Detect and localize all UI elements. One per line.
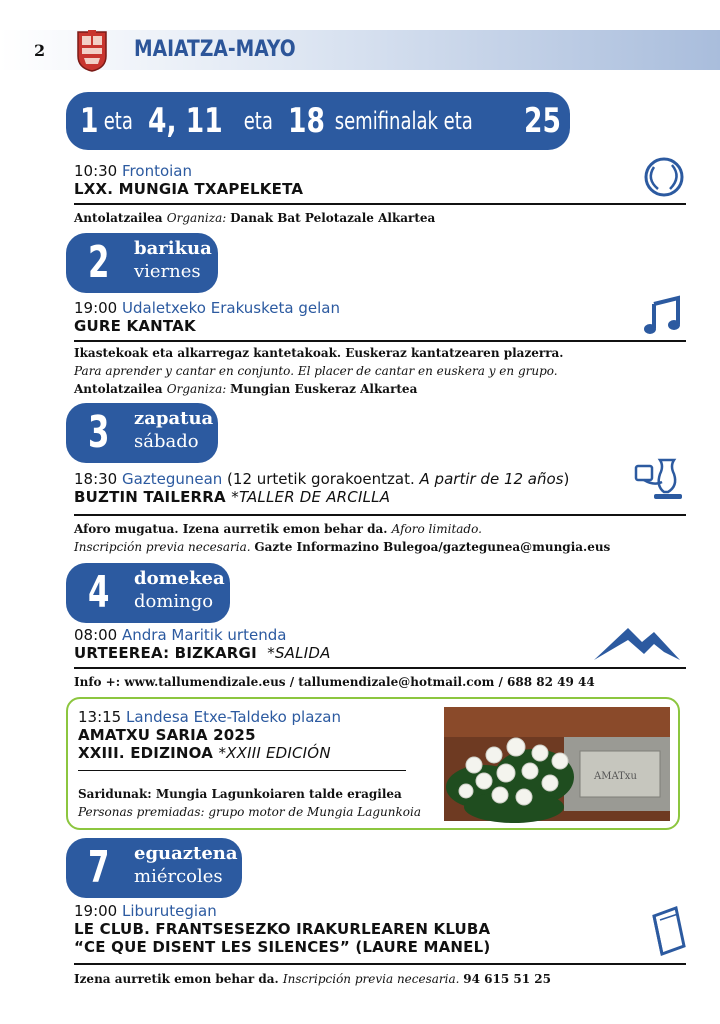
date-banner xyxy=(66,92,632,150)
event-title: URTEEREA: BIZKARGI *SALIDA xyxy=(74,644,331,662)
event-le-club xyxy=(74,902,490,956)
banner-date: 1 xyxy=(80,101,99,141)
flowers-photo xyxy=(444,707,670,821)
event-time: 10:30 xyxy=(74,162,118,180)
event-amatxu-saria xyxy=(78,708,341,762)
event-title: BUZTIN TAILERRA *TALLER DE ARCILLA xyxy=(74,488,391,506)
day-name-es: domingo xyxy=(134,591,214,612)
event-time: 19:00 xyxy=(74,902,118,920)
event-awardees: Saridunak: Mungia Lagunkoiaren talde eragilea Personas premiadas: grupo motor de Mungia Lagunkoia xyxy=(78,787,422,819)
day-name-eu: domekea xyxy=(134,568,225,589)
event-time: 19:00 xyxy=(74,299,118,317)
banner-date: 4, 11 xyxy=(147,101,223,141)
banner-date: 18 xyxy=(287,101,325,141)
event-title: LXX. MUNGIA TXAPELKETA xyxy=(74,180,304,198)
event-place: Frontoian xyxy=(122,162,192,180)
day-badge xyxy=(66,563,230,623)
banner-text: eta xyxy=(237,107,279,135)
coat-of-arms-icon xyxy=(76,30,108,72)
day-number: 2 xyxy=(88,237,110,288)
banner-text: eta xyxy=(97,107,139,135)
event-description: Aforo mugatua. Izena aurretik emon behar da. Aforo limitado. Inscripción previa necesaria. Gazte Informazino Bulegoa/gaztegunea@mungia.eus xyxy=(74,522,611,554)
event-contact-info: Info +: www.tallumendizale.eus / tallumendizale@hotmail.com / 688 82 49 44 xyxy=(74,675,595,689)
page-number: 2 xyxy=(34,41,46,60)
event-time: 08:00 xyxy=(74,626,118,644)
divider xyxy=(78,770,406,771)
header-band xyxy=(0,30,720,70)
event-title: GURE KANTAK xyxy=(74,317,196,335)
event-place: Andra Maritik urtenda xyxy=(122,626,287,644)
book-icon xyxy=(650,906,688,956)
event-place: Liburutegian xyxy=(122,902,217,920)
event-subtitle: XXIII. EDIZINOA *XXIII EDICIÓN xyxy=(78,744,331,762)
day-badge xyxy=(66,403,218,463)
day-name-es: sábado xyxy=(134,431,199,452)
day-number: 3 xyxy=(88,407,110,458)
event-place: Gaztegunean xyxy=(122,470,223,488)
divider xyxy=(74,514,686,516)
event-title: LE CLUB. FRANTSESEZKO IRAKURLEAREN KLUBA xyxy=(74,920,491,938)
day-name-eu: eguaztena xyxy=(134,843,238,864)
day-number: 7 xyxy=(88,842,110,893)
pottery-wheel-icon xyxy=(634,452,684,502)
event-subtitle: “CE QUE DISENT LES SILENCES” (LAURE MANEL) xyxy=(74,938,491,956)
event-time: 18:30 xyxy=(74,470,118,488)
divider xyxy=(74,667,686,669)
day-name-eu: barikua xyxy=(134,238,212,259)
event-time-place xyxy=(74,162,303,180)
day-name-eu: zapatua xyxy=(134,408,214,429)
event-time: 13:15 xyxy=(78,708,122,726)
event-registration-info: Izena aurretik emon behar da. Inscripción previa necesaria. 94 615 51 25 xyxy=(74,972,551,986)
pelota-ball-icon xyxy=(642,157,686,197)
day-badge xyxy=(66,233,218,293)
banner-text: semifinalak eta xyxy=(329,107,479,135)
divider xyxy=(74,963,686,965)
event-organizer: Antolatzailea Organiza: Danak Bat Pelotazale Alkartea xyxy=(74,211,436,225)
banner-date: 25 xyxy=(524,101,562,141)
mountain-icon xyxy=(592,622,682,662)
day-number: 4 xyxy=(88,567,110,618)
event-place: Udaletxeko Erakusketa gelan xyxy=(122,299,340,317)
day-badge xyxy=(66,838,242,898)
banner-text: finalak xyxy=(565,107,632,135)
event-description: Ikastekoak eta alkarregaz kantetakoak. Euskeraz kantatzearen plazerra. Para aprender y cantar en conjunto. El placer de cantar en euskera y en grupo. Antolatzailea Organiza: Mungian Euskeraz Alkartea xyxy=(74,346,564,396)
music-note-icon xyxy=(644,296,682,336)
divider xyxy=(74,340,686,342)
event-gure-kantak xyxy=(74,299,340,335)
event-title: AMATXU SARIA 2025 xyxy=(78,726,256,744)
event-pelota xyxy=(74,162,303,198)
event-buztin-tailerra: 18:30 Gaztegunean (12 urtetik gorakoentzat. A partir de 12 años) BUZTIN TAILERRA *TALLER DE ARCILLA xyxy=(74,470,570,506)
day-name-es: viernes xyxy=(134,261,201,282)
event-urteerea xyxy=(74,626,331,662)
event-place: Landesa Etxe-Taldeko plazan xyxy=(126,708,341,726)
month-title: MAIATZA-MAYO xyxy=(134,37,296,62)
divider xyxy=(74,203,686,205)
plaque-text: AMATxu xyxy=(594,771,637,782)
day-name-es: miércoles xyxy=(134,866,223,887)
